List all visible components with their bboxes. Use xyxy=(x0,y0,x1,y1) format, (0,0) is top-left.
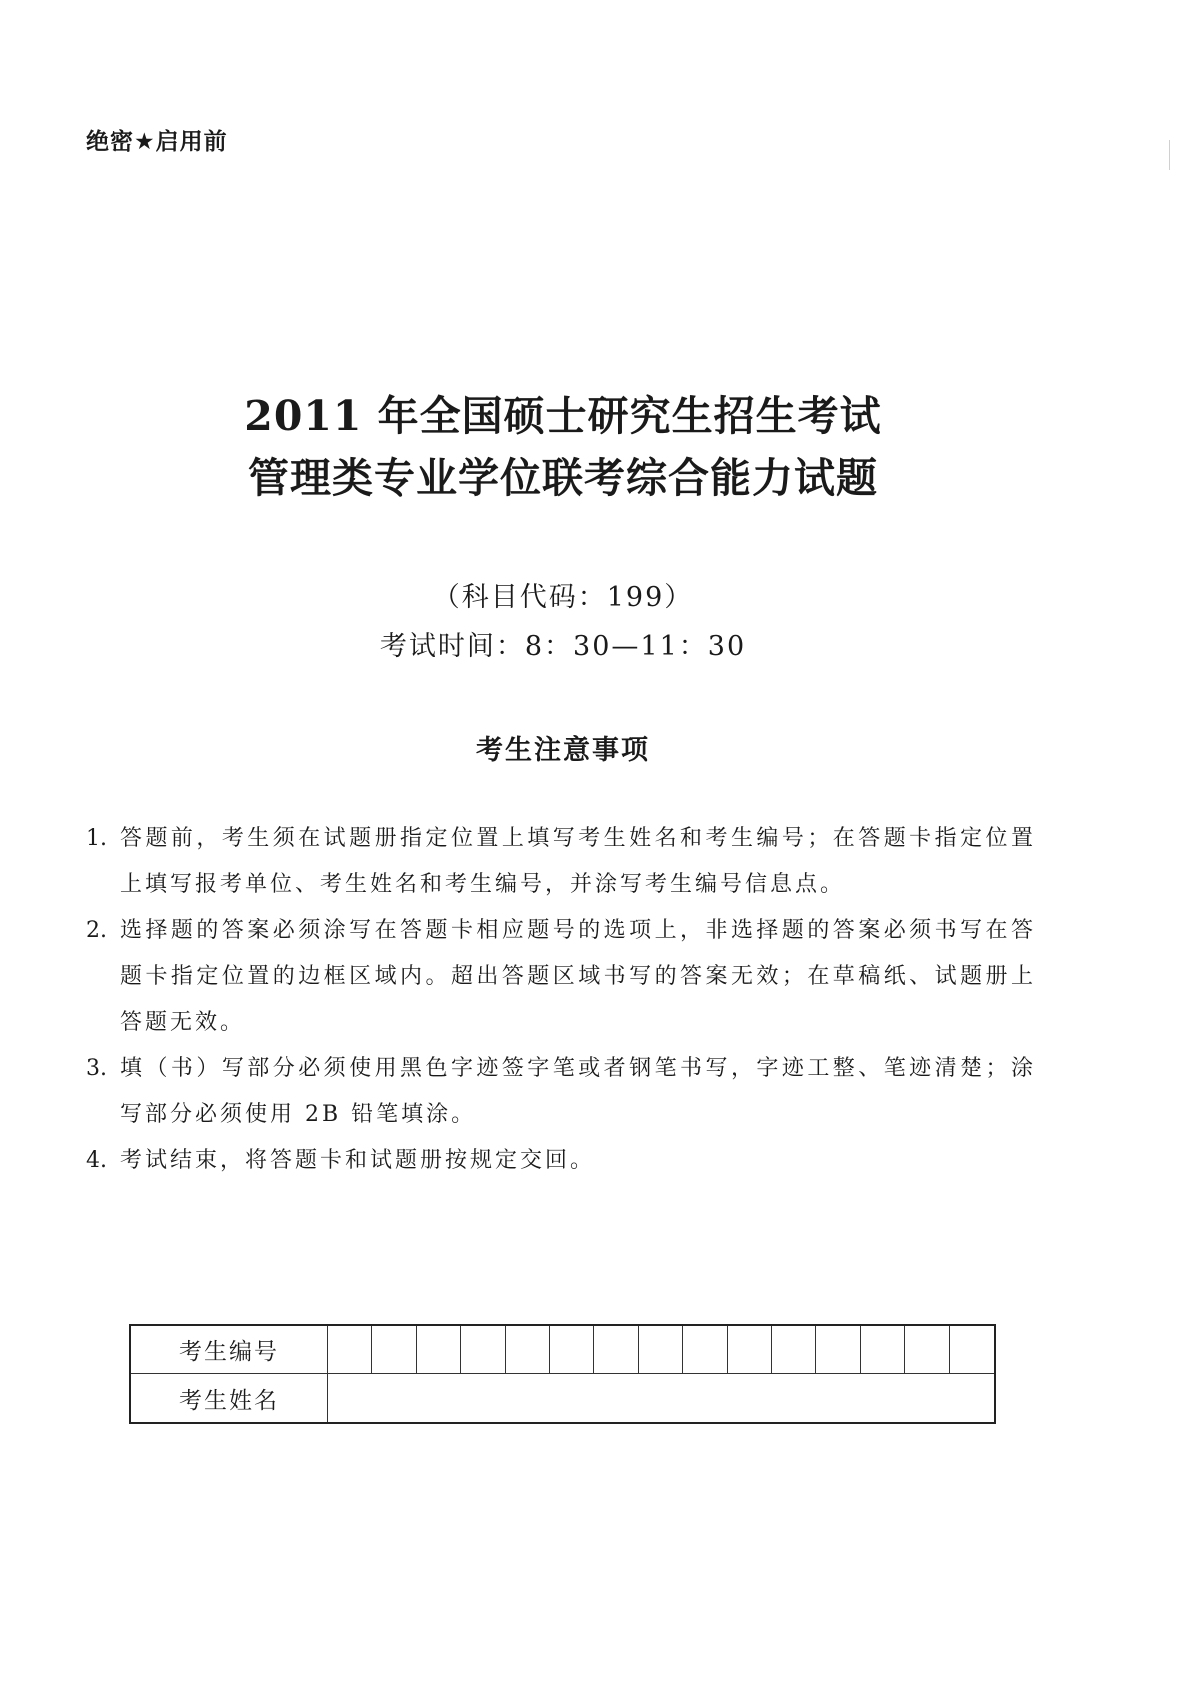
notice-item xyxy=(86,1138,1036,1184)
notice-number: 2. xyxy=(86,918,107,943)
candidate-number-box[interactable] xyxy=(683,1326,727,1374)
candidate-number-box[interactable] xyxy=(417,1326,461,1374)
exam-time: 考试时间：8：30—11：30 xyxy=(379,631,747,662)
candidate-number-box[interactable] xyxy=(816,1326,860,1374)
candidate-number-box[interactable] xyxy=(328,1326,372,1374)
exam-title xyxy=(0,385,1126,509)
notice-heading: 考生注意事项 xyxy=(476,735,650,766)
subject-code: （科目代码：199） xyxy=(432,582,694,613)
candidate-number-box[interactable] xyxy=(506,1326,550,1374)
candidate-number-box[interactable] xyxy=(594,1326,638,1374)
notice-text: 考试结束，将答题卡和试题册按规定交回。 xyxy=(120,1148,596,1173)
candidate-number-label: 考生编号 xyxy=(131,1326,328,1374)
notice-text: 选择题的答案必须涂写在答题卡相应题号的选项上，非选择题的答案必须书写在答题卡指定位置的边框区域内。超出答题区域书写的答案无效；在草稿纸、试题册上答题无效。 xyxy=(120,918,1036,1035)
candidate-number-box[interactable] xyxy=(639,1326,683,1374)
candidate-number-box[interactable] xyxy=(950,1326,994,1374)
candidate-number-box[interactable] xyxy=(550,1326,594,1374)
notice-list xyxy=(86,816,1036,1184)
notice-item xyxy=(86,816,1036,908)
candidate-number-box[interactable] xyxy=(861,1326,905,1374)
candidate-name-field[interactable] xyxy=(328,1374,994,1422)
notice-number: 3. xyxy=(86,1056,107,1081)
notice-text: 填（书）写部分必须使用黑色字迹签字笔或者钢笔书写，字迹工整、笔迹清楚；涂写部分必须使用 2B 铅笔填涂。 xyxy=(120,1056,1036,1127)
candidate-number-box[interactable] xyxy=(772,1326,816,1374)
candidate-number-box[interactable] xyxy=(728,1326,772,1374)
notice-item xyxy=(86,908,1036,1046)
candidate-name-label: 考生姓名 xyxy=(131,1374,328,1422)
candidate-number-box[interactable] xyxy=(372,1326,416,1374)
candidate-number-box[interactable] xyxy=(461,1326,505,1374)
notice-number: 1. xyxy=(86,826,107,851)
notice-item xyxy=(86,1046,1036,1138)
notice-number: 4. xyxy=(86,1148,107,1173)
scan-mark xyxy=(1169,140,1170,170)
notice-text: 答题前，考生须在试题册指定位置上填写考生姓名和考生编号；在答题卡指定位置上填写报考单位、考生姓名和考生编号，并涂写考生编号信息点。 xyxy=(120,826,1036,897)
candidate-number-box[interactable] xyxy=(905,1326,949,1374)
candidate-info-table xyxy=(129,1324,996,1424)
exam-title-line-2: 管理类专业学位联考综合能力试题 xyxy=(248,454,878,502)
exam-title-line-1: 2011 年全国硕士研究生招生考试 xyxy=(244,392,882,440)
confidential-label: 绝密★启用前 xyxy=(86,129,228,155)
